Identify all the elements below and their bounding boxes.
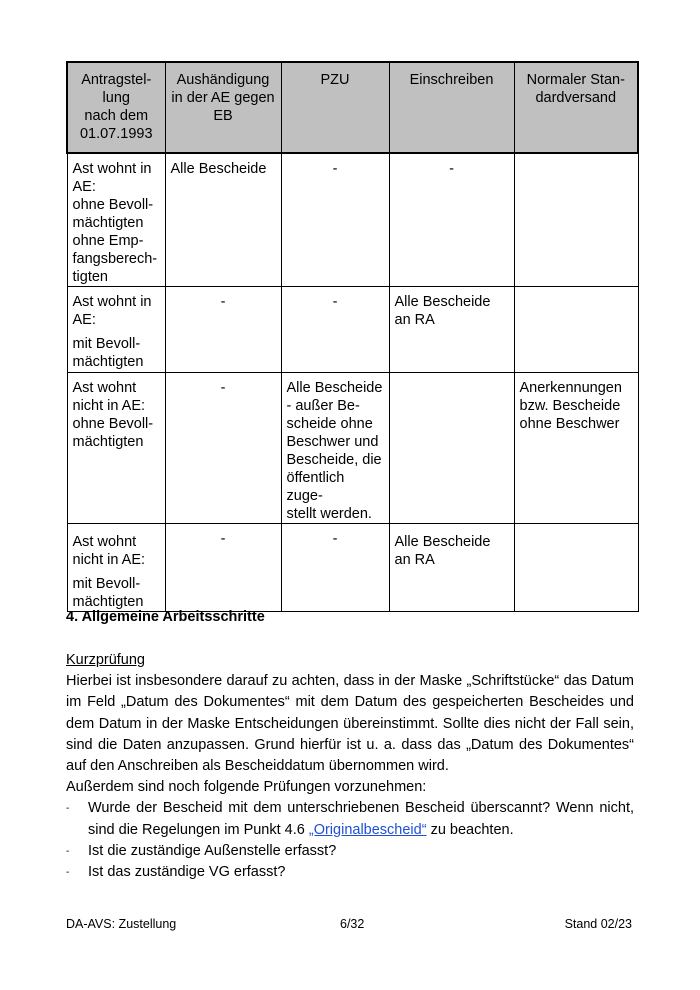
cell-line: ohne Emp- [72, 233, 144, 249]
bullet-dash: - [66, 803, 70, 815]
cell-einschreiben: Alle Bescheide an RA [389, 524, 514, 612]
cell-aushaendigung: Alle Bescheide [165, 153, 281, 287]
header-line: 01.07.1993 [79, 126, 153, 142]
cell-line: Beschwer und [286, 434, 379, 450]
footer-document-title: DA-AVS: Zustellung [66, 917, 177, 931]
cell-aushaendigung [165, 287, 281, 373]
cell-line: tigten [72, 269, 108, 285]
subheading-kurzpruefung: Kurzprüfung [66, 652, 145, 668]
cell-dash: - [220, 531, 226, 547]
paragraph: Hierbei ist insbesondere darauf zu achten, dass in der Maske „Schriftstücke“ das Datum im Feld „Datum des Dokumentes“ mit dem Datum des gespeicherten Bescheides und dem Datum in der Maske Entscheidungen übereinstimmt. Sollte dies nicht der Fall sein, sind die Daten anzupassen. Grund hierfür ist u. a. dass das „Datum des Dokumentes“ auf den Anschreiben als Bescheiddatum übernommen wird. [66, 673, 634, 775]
header-line: Antragstel- [81, 72, 152, 88]
cell-aushaendigung [165, 373, 281, 524]
cell-line: ohne Bevoll- [72, 197, 154, 213]
cell-case [67, 373, 165, 524]
cell-line: mächtigten [72, 594, 144, 610]
cell-line: Alle Bescheide [286, 380, 383, 396]
cell-line: Ast wohnt in [72, 294, 152, 310]
table-row [67, 373, 638, 524]
header-einschreiben: Einschreiben [389, 62, 514, 153]
list-item [66, 841, 634, 862]
cell-line: mächtigten [72, 354, 144, 370]
cell-line: Ast wohnt in [72, 161, 152, 177]
cell-line: AE: [72, 179, 96, 195]
cell-line: ohne Bevoll- [72, 416, 154, 432]
cell-standard [514, 373, 638, 524]
cell-line: ohne Beschwer [519, 416, 620, 432]
cell-dash: - [220, 380, 226, 396]
table-row [67, 524, 638, 612]
cell-dash: - [449, 161, 454, 177]
paragraph-checks-intro: Außerdem sind noch folgende Prüfungen vorzunehmen: [66, 779, 427, 796]
list-item-text: Wurde der Bescheid mit dem unterschriebenen Bescheid überscannt? Wenn nicht, sind die Regelungen im Punkt 4.6 [88, 800, 634, 838]
header-pzu: PZU [281, 62, 389, 153]
cell-case [67, 287, 165, 373]
cell-case [67, 524, 165, 612]
cell-einschreiben [389, 373, 514, 524]
cell-pzu [281, 153, 389, 287]
header-aushaendigung: Aushändigung in der AE gegen EB [165, 62, 281, 153]
cell-line: stellt werden. [286, 506, 372, 522]
cell-dash: - [220, 294, 226, 310]
section-body [66, 650, 634, 883]
cell-standard [514, 287, 638, 373]
cell-line: Ast wohnt [72, 534, 137, 550]
cell-line: Bescheide, die [286, 452, 382, 468]
cell-line: fangsberech- [72, 251, 158, 267]
table-header-row [67, 62, 638, 153]
header-line: lung [102, 90, 130, 106]
cell-line: AE: [72, 312, 96, 328]
cell-pzu [281, 287, 389, 373]
header-line: nach dem [84, 108, 149, 124]
table-row [67, 153, 638, 287]
cell-aushaendigung [165, 524, 281, 612]
cell-dash: - [332, 531, 338, 547]
bullet-dash: - [66, 845, 70, 857]
cell-line: Anerkennungen [519, 380, 622, 396]
list-item [66, 798, 634, 840]
cell-pzu [281, 524, 389, 612]
cell-line: öffentlich zuge- [286, 470, 345, 504]
cell-line: mit Bevoll- [72, 336, 141, 352]
cell-line: - außer Be- [286, 398, 360, 414]
header-standardversand: Normaler Stan- dardversand [514, 62, 638, 153]
cell-line: mächtigten [72, 215, 144, 231]
footer-version: Stand 02/23 [564, 917, 632, 931]
cell-standard [514, 524, 638, 612]
cell-line: nicht in AE: [72, 398, 146, 414]
bullet-dash: - [66, 867, 70, 879]
cell-einschreiben [389, 153, 514, 287]
cell-einschreiben: Alle Bescheide an RA [389, 287, 514, 373]
header-antragstellung [67, 62, 165, 153]
cell-line: bzw. Bescheide [519, 398, 621, 414]
cell-line: scheide ohne [286, 416, 373, 432]
cell-case [67, 153, 165, 287]
table-row [67, 287, 638, 373]
originalbescheid-link[interactable]: „Originalbescheid“ [308, 821, 427, 838]
list-item-text: Ist die zuständige Außenstelle erfasst? [88, 842, 337, 859]
list-item-text: zu beachten. [426, 821, 514, 838]
delivery-table [66, 61, 639, 612]
cell-pzu [281, 373, 389, 524]
list-item-text: Ist das zuständige VG erfasst? [88, 864, 286, 881]
cell-line: nicht in AE: [72, 552, 146, 568]
cell-standard [514, 153, 638, 287]
footer-page-number: 6/32 [340, 917, 365, 931]
checks-list [66, 798, 634, 883]
section-title: 4. Allgemeine Arbeitsschritte [66, 609, 265, 625]
cell-line: Ast wohnt [72, 380, 137, 396]
cell-dash: - [332, 294, 338, 310]
cell-line: mächtigten [72, 434, 144, 450]
cell-line: mit Bevoll- [72, 576, 141, 592]
list-item [66, 862, 634, 883]
cell-dash: - [332, 161, 338, 177]
